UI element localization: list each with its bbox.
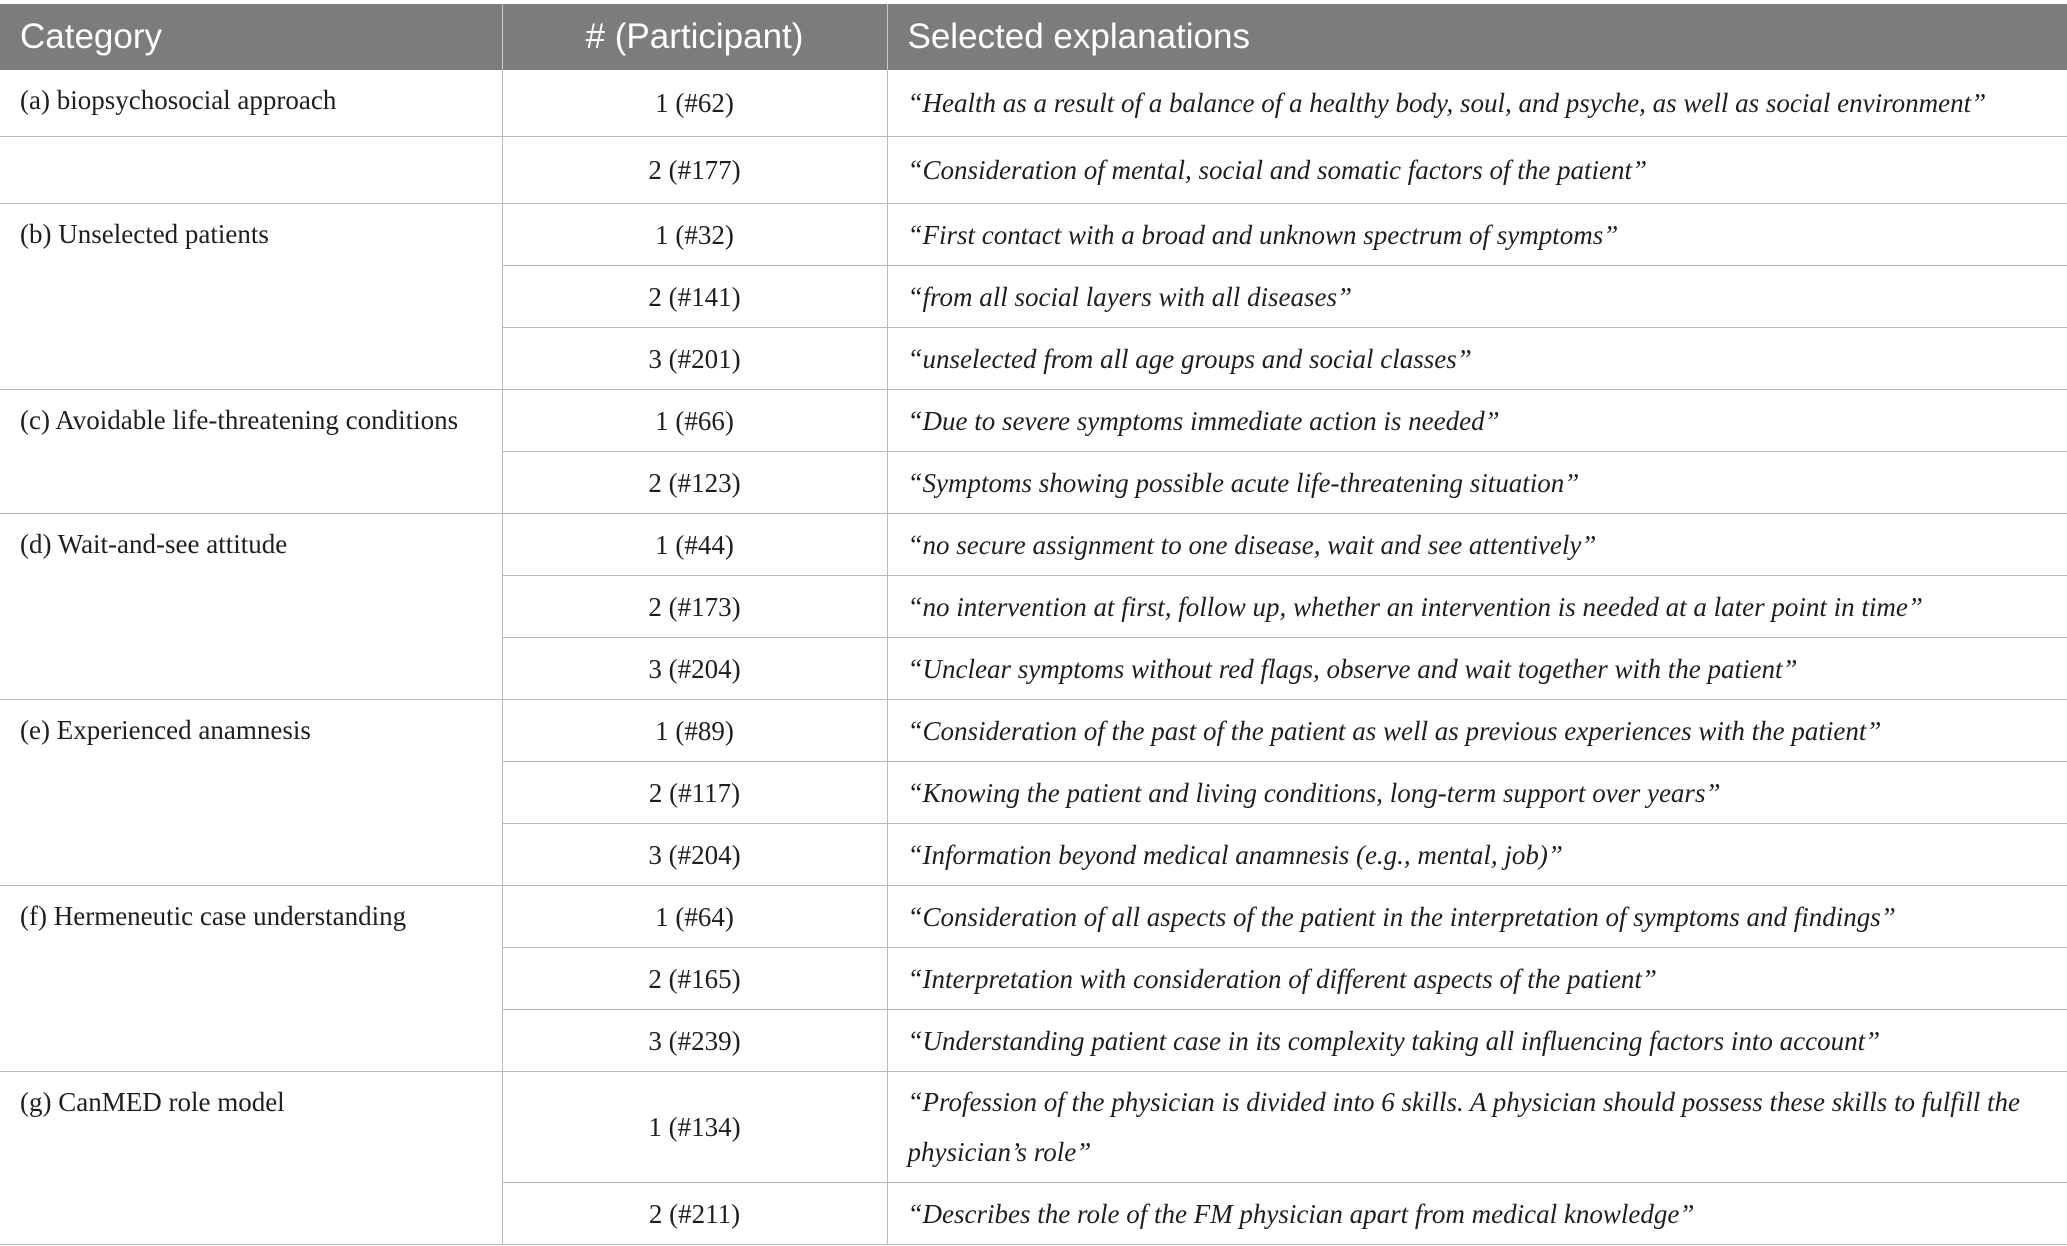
explanation-cell: “Describes the role of the FM physician apart from medical knowledge”	[887, 1183, 2067, 1245]
table-row	[0, 886, 2067, 948]
participant-cell: 1 (#32)	[502, 204, 887, 266]
table-body	[0, 70, 2067, 1245]
table-header	[0, 4, 2067, 70]
category-cell: (e) Experienced anamnesis	[0, 700, 502, 886]
explanation-cell: “Information beyond medical anamnesis (e.g., mental, job)”	[887, 824, 2067, 886]
explanation-cell: “Understanding patient case in its complexity taking all influencing factors into account”	[887, 1010, 2067, 1072]
table-row	[0, 137, 2067, 204]
explanations-table	[0, 4, 2067, 1245]
table-row	[0, 390, 2067, 452]
participant-cell: 2 (#123)	[502, 452, 887, 514]
explanation-cell: “Consideration of mental, social and somatic factors of the patient”	[887, 137, 2067, 204]
participant-cell: 2 (#177)	[502, 137, 887, 204]
header-explanations: Selected explanations	[887, 4, 2067, 70]
participant-cell: 1 (#64)	[502, 886, 887, 948]
explanation-cell: “Profession of the physician is divided into 6 skills. A physician should possess these skills to fulfill the physician’s role”	[887, 1072, 2067, 1183]
explanation-cell: “Consideration of the past of the patient as well as previous experiences with the patient”	[887, 700, 2067, 762]
table-row	[0, 204, 2067, 266]
explanation-cell: “Health as a result of a balance of a healthy body, soul, and psyche, as well as social environment”	[887, 70, 2067, 137]
category-cell: (b) Unselected patients	[0, 204, 502, 390]
category-cell: (g) CanMED role model	[0, 1072, 502, 1245]
participant-cell: 3 (#204)	[502, 638, 887, 700]
explanation-cell: “Interpretation with consideration of different aspects of the patient”	[887, 948, 2067, 1010]
category-cell: (d) Wait-and-see attitude	[0, 514, 502, 700]
participant-cell: 1 (#89)	[502, 700, 887, 762]
table-row	[0, 70, 2067, 137]
participant-cell: 3 (#201)	[502, 328, 887, 390]
table-row	[0, 1072, 2067, 1183]
participant-cell: 1 (#66)	[502, 390, 887, 452]
header-participant: # (Participant)	[502, 4, 887, 70]
explanation-cell: “Knowing the patient and living conditions, long-term support over years”	[887, 762, 2067, 824]
explanation-cell: “Consideration of all aspects of the patient in the interpretation of symptoms and findings”	[887, 886, 2067, 948]
participant-cell: 2 (#117)	[502, 762, 887, 824]
participant-cell: 2 (#165)	[502, 948, 887, 1010]
explanation-cell: “from all social layers with all diseases”	[887, 266, 2067, 328]
explanation-cell: “Symptoms showing possible acute life-threatening situation”	[887, 452, 2067, 514]
category-cell	[0, 137, 502, 204]
category-cell: (a) biopsychosocial approach	[0, 70, 502, 137]
header-category: Category	[0, 4, 502, 70]
participant-cell: 1 (#62)	[502, 70, 887, 137]
participant-cell: 2 (#211)	[502, 1183, 887, 1245]
participant-cell: 2 (#173)	[502, 576, 887, 638]
explanation-cell: “no secure assignment to one disease, wait and see attentively”	[887, 514, 2067, 576]
header-row	[0, 4, 2067, 70]
explanation-cell: “Due to severe symptoms immediate action is needed”	[887, 390, 2067, 452]
category-cell: (c) Avoidable life-threatening conditions	[0, 390, 502, 514]
table-row	[0, 700, 2067, 762]
explanation-cell: “Unclear symptoms without red flags, observe and wait together with the patient”	[887, 638, 2067, 700]
category-cell: (f) Hermeneutic case understanding	[0, 886, 502, 1072]
participant-cell: 2 (#141)	[502, 266, 887, 328]
participant-cell: 1 (#44)	[502, 514, 887, 576]
explanation-cell: “First contact with a broad and unknown spectrum of symptoms”	[887, 204, 2067, 266]
table-row	[0, 514, 2067, 576]
explanation-cell: “unselected from all age groups and social classes”	[887, 328, 2067, 390]
participant-cell: 3 (#204)	[502, 824, 887, 886]
participant-cell: 1 (#134)	[502, 1072, 887, 1183]
participant-cell: 3 (#239)	[502, 1010, 887, 1072]
explanation-cell: “no intervention at first, follow up, whether an intervention is needed at a later point in time”	[887, 576, 2067, 638]
